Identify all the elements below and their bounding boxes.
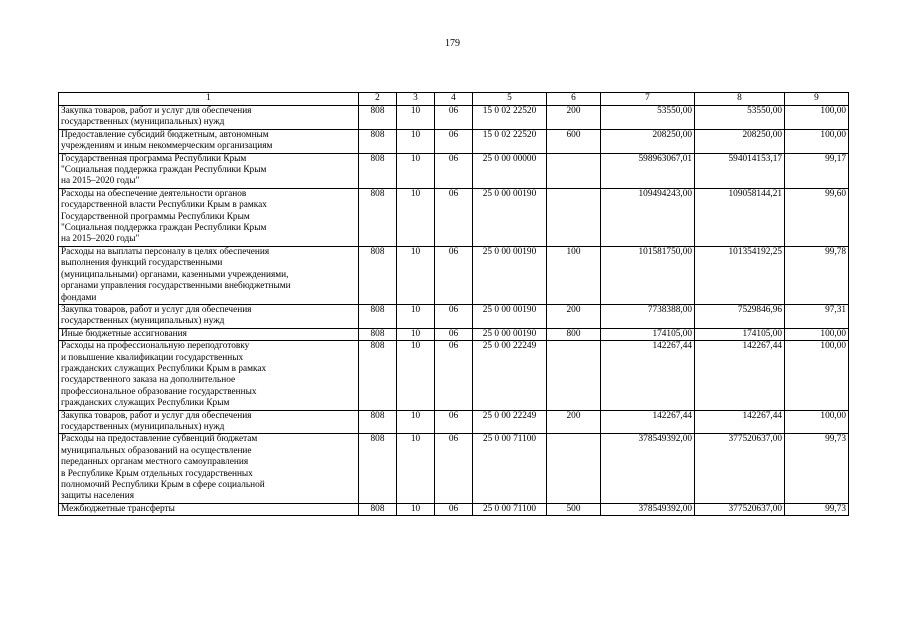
section-cell: 10 <box>397 304 435 328</box>
row-name-cell: Закупка товаров, работ и услуг для обеспечения государственных (муниципальных) нужд <box>59 106 359 130</box>
subsection-cell: 06 <box>435 503 473 515</box>
table-header-row <box>59 93 849 106</box>
table-row <box>59 503 849 515</box>
column-header: 4 <box>435 93 473 106</box>
target-article-cell: 25 0 00 71100 <box>473 503 547 515</box>
table-row <box>59 304 849 328</box>
expense-type-cell: 200 <box>547 304 601 328</box>
subsection-cell: 06 <box>435 153 473 188</box>
page-number: 179 <box>445 38 460 49</box>
percent-cell: 99,17 <box>785 153 849 188</box>
target-article-cell: 25 0 00 22249 <box>473 341 547 410</box>
section-cell: 10 <box>397 503 435 515</box>
executed-amount-cell: 377520637,00 <box>695 503 785 515</box>
section-cell: 10 <box>397 328 435 340</box>
target-article-cell: 15 0 02 22520 <box>473 106 547 130</box>
planned-amount-cell: 598963067,01 <box>601 153 695 188</box>
subsection-cell: 06 <box>435 129 473 153</box>
planned-amount-cell: 109494243,00 <box>601 188 695 246</box>
expense-type-cell: 200 <box>547 410 601 434</box>
executed-amount-cell: 142267,44 <box>695 341 785 410</box>
column-header: 3 <box>397 93 435 106</box>
percent-cell: 100,00 <box>785 129 849 153</box>
subsection-cell: 06 <box>435 188 473 246</box>
percent-cell: 100,00 <box>785 341 849 410</box>
planned-amount-cell: 378549392,00 <box>601 503 695 515</box>
row-name-cell: Расходы на обеспечение деятельности органов государственной власти Республики Крым в рамках Государственной программы Республики Крым "Социальная поддержка граждан Республики Крым на 2015–2020 годы" <box>59 188 359 246</box>
code-cell: 808 <box>359 188 397 246</box>
code-cell: 808 <box>359 129 397 153</box>
expense-type-cell <box>547 153 601 188</box>
section-cell: 10 <box>397 246 435 304</box>
row-name-cell: Расходы на профессиональную переподготовку и повышение квалификации государственных гражданских служащих Республики Крым в рамках государственного заказа на дополнительное профессиональное образование государственных гражданских служащих Республики Крым <box>59 341 359 410</box>
percent-cell: 99,60 <box>785 188 849 246</box>
expense-type-cell <box>547 434 601 503</box>
target-article-cell: 25 0 00 00000 <box>473 153 547 188</box>
column-header: 8 <box>695 93 785 106</box>
column-header: 2 <box>359 93 397 106</box>
table-row <box>59 434 849 503</box>
table-row <box>59 106 849 130</box>
percent-cell: 100,00 <box>785 410 849 434</box>
subsection-cell: 06 <box>435 341 473 410</box>
code-cell: 808 <box>359 153 397 188</box>
table-row <box>59 188 849 246</box>
table-row <box>59 410 849 434</box>
code-cell: 808 <box>359 304 397 328</box>
code-cell: 808 <box>359 246 397 304</box>
planned-amount-cell: 142267,44 <box>601 410 695 434</box>
expense-type-cell: 500 <box>547 503 601 515</box>
row-name-cell: Закупка товаров, работ и услуг для обеспечения государственных (муниципальных) нужд <box>59 410 359 434</box>
percent-cell: 100,00 <box>785 106 849 130</box>
subsection-cell: 06 <box>435 106 473 130</box>
executed-amount-cell: 109058144,21 <box>695 188 785 246</box>
planned-amount-cell: 53550,00 <box>601 106 695 130</box>
row-name-cell: Межбюджетные трансферты <box>59 503 359 515</box>
code-cell: 808 <box>359 341 397 410</box>
planned-amount-cell: 7738388,00 <box>601 304 695 328</box>
executed-amount-cell: 208250,00 <box>695 129 785 153</box>
target-article-cell: 25 0 00 22249 <box>473 410 547 434</box>
section-cell: 10 <box>397 410 435 434</box>
target-article-cell: 25 0 00 00190 <box>473 328 547 340</box>
target-article-cell: 25 0 00 00190 <box>473 246 547 304</box>
row-name-cell: Предоставление субсидий бюджетным, автономным учреждениям и иным некоммерческим организациям <box>59 129 359 153</box>
percent-cell: 99,73 <box>785 434 849 503</box>
table-row <box>59 246 849 304</box>
subsection-cell: 06 <box>435 246 473 304</box>
budget-table <box>58 92 849 516</box>
section-cell: 10 <box>397 129 435 153</box>
subsection-cell: 06 <box>435 434 473 503</box>
target-article-cell: 25 0 00 00190 <box>473 304 547 328</box>
target-article-cell: 25 0 00 71100 <box>473 434 547 503</box>
executed-amount-cell: 377520637,00 <box>695 434 785 503</box>
table-row <box>59 341 849 410</box>
expense-type-cell <box>547 341 601 410</box>
subsection-cell: 06 <box>435 304 473 328</box>
row-name-cell: Расходы на выплаты персоналу в целях обеспечения выполнения функций государственными (муниципальными) органами, казенными учреждениями, органами управления государственными внебюджетными фондами <box>59 246 359 304</box>
code-cell: 808 <box>359 503 397 515</box>
section-cell: 10 <box>397 106 435 130</box>
column-header: 7 <box>601 93 695 106</box>
table-row <box>59 153 849 188</box>
executed-amount-cell: 7529846,96 <box>695 304 785 328</box>
section-cell: 10 <box>397 434 435 503</box>
target-article-cell: 25 0 00 00190 <box>473 188 547 246</box>
executed-amount-cell: 53550,00 <box>695 106 785 130</box>
expense-type-cell <box>547 188 601 246</box>
row-name-cell: Государственная программа Республики Крым "Социальная поддержка граждан Республики Крым на 2015–2020 годы" <box>59 153 359 188</box>
column-header: 5 <box>473 93 547 106</box>
planned-amount-cell: 101581750,00 <box>601 246 695 304</box>
expense-type-cell: 200 <box>547 106 601 130</box>
row-name-cell: Расходы на предоставление субвенций бюджетам муниципальных образований на осуществление переданных органам местного самоуправления в Республике Крым отдельных государственных полномочий Республики Крым в сфере социальной защиты населения <box>59 434 359 503</box>
target-article-cell: 15 0 02 22520 <box>473 129 547 153</box>
expense-type-cell: 800 <box>547 328 601 340</box>
column-header: 1 <box>59 93 359 106</box>
percent-cell: 99,78 <box>785 246 849 304</box>
section-cell: 10 <box>397 153 435 188</box>
code-cell: 808 <box>359 328 397 340</box>
code-cell: 808 <box>359 434 397 503</box>
section-cell: 10 <box>397 188 435 246</box>
code-cell: 808 <box>359 106 397 130</box>
expense-type-cell: 600 <box>547 129 601 153</box>
row-name-cell: Закупка товаров, работ и услуг для обеспечения государственных (муниципальных) нужд <box>59 304 359 328</box>
executed-amount-cell: 142267,44 <box>695 410 785 434</box>
planned-amount-cell: 174105,00 <box>601 328 695 340</box>
planned-amount-cell: 142267,44 <box>601 341 695 410</box>
column-header: 6 <box>547 93 601 106</box>
row-name-cell: Иные бюджетные ассигнования <box>59 328 359 340</box>
subsection-cell: 06 <box>435 328 473 340</box>
percent-cell: 97,31 <box>785 304 849 328</box>
code-cell: 808 <box>359 410 397 434</box>
percent-cell: 100,00 <box>785 328 849 340</box>
subsection-cell: 06 <box>435 410 473 434</box>
executed-amount-cell: 174105,00 <box>695 328 785 340</box>
planned-amount-cell: 208250,00 <box>601 129 695 153</box>
percent-cell: 99,73 <box>785 503 849 515</box>
executed-amount-cell: 101354192,25 <box>695 246 785 304</box>
expense-type-cell: 100 <box>547 246 601 304</box>
executed-amount-cell: 594014153,17 <box>695 153 785 188</box>
table-row <box>59 129 849 153</box>
table-row <box>59 328 849 340</box>
column-header: 9 <box>785 93 849 106</box>
section-cell: 10 <box>397 341 435 410</box>
planned-amount-cell: 378549392,00 <box>601 434 695 503</box>
